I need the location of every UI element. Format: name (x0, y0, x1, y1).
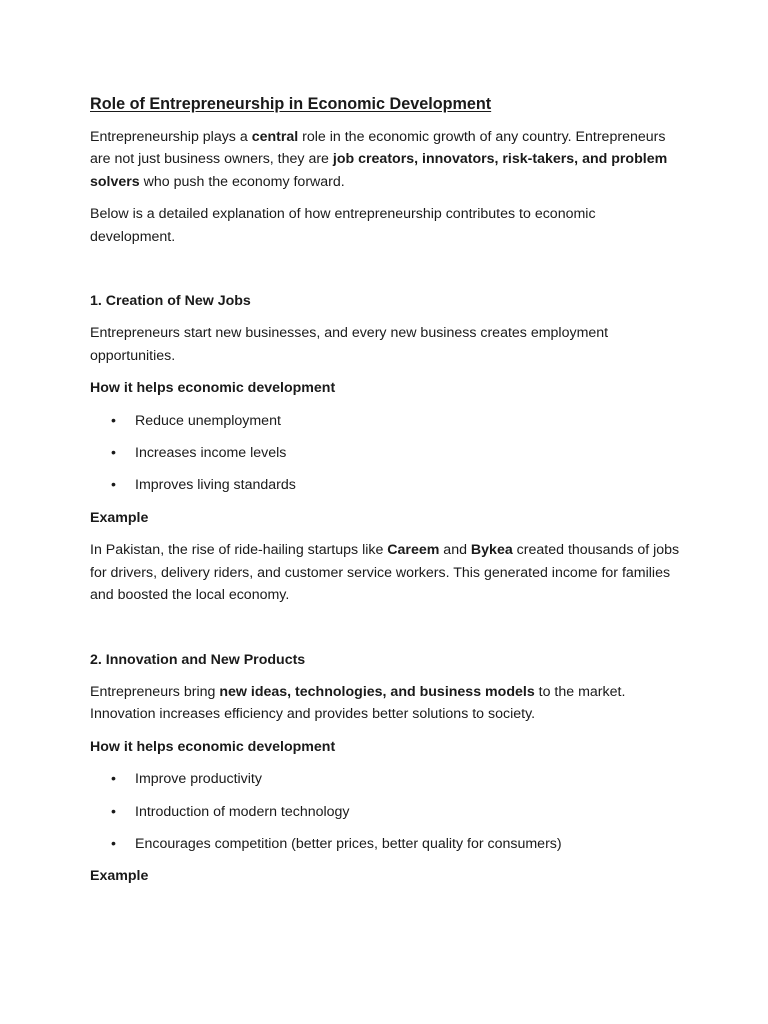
section-1-heading: 1. Creation of New Jobs (90, 293, 251, 310)
section-2-heading: 2. Innovation and New Products (90, 651, 306, 668)
list-item-text: Encourages competition (better prices, better quality for consumers) (135, 835, 562, 852)
list-item (90, 410, 680, 432)
intro-text-3: who push the economy forward. (139, 173, 345, 190)
section-1-example-heading: Example (90, 509, 149, 526)
intro-bold-1: central (251, 129, 299, 145)
bullet-icon: • (111, 445, 116, 462)
list-item (90, 833, 680, 855)
list-item-text: Increases income levels (135, 445, 287, 462)
list-item-text: Introduction of modern technology (135, 803, 350, 820)
section-2-body (90, 681, 680, 726)
list-item (90, 442, 680, 464)
example-text-3: created thousands of jobs for drivers, delivery riders, and customer service workers. This generated income for families and boosted the local economy. (90, 542, 680, 604)
section-2-text-1: Entrepreneurs bring (90, 683, 220, 700)
document-title: Role of Entrepreneurship in Economic Development (90, 95, 492, 113)
document-page (90, 92, 680, 898)
section-2-bullet-list (90, 768, 680, 855)
section-1-body: Entrepreneurs start new businesses, and every new business creates employment opportunities. (90, 325, 609, 364)
section-2-bold-1: new ideas, technologies, and business models (219, 683, 535, 700)
intro-bold-2: job creators, innovators, risk-takers, and problem solvers (90, 151, 668, 190)
intro-paragraph (90, 126, 680, 193)
bullet-icon: • (111, 803, 116, 820)
intro-paragraph-2: Below is a detailed explanation of how entrepreneurship contributes to economic development. (90, 206, 596, 245)
example-bold-1: Careem (387, 542, 440, 559)
intro-text-2: role in the economic growth of any country. Entrepreneurs are not just business owners, they are (90, 129, 666, 168)
section-1-how-heading: How it helps economic development (90, 380, 336, 397)
bullet-icon: • (111, 771, 116, 788)
bullet-icon: • (111, 835, 116, 852)
section-2-example-heading: Example (90, 868, 149, 885)
section-1-example-paragraph (90, 539, 680, 606)
section-2-text-2: to the market. Innovation increases efficiency and provides better solutions to society. (90, 683, 626, 723)
intro-text-1: Entrepreneurship plays a (90, 129, 252, 145)
bullet-icon: • (111, 412, 116, 429)
list-item-text: Reduce unemployment (135, 412, 281, 429)
list-item-text: Improves living standards (135, 477, 296, 494)
section-2-how-heading: How it helps economic development (90, 738, 336, 755)
list-item (90, 768, 680, 790)
list-item (90, 801, 680, 823)
section-1-bullet-list (90, 410, 680, 497)
example-text-1: In Pakistan, the rise of ride-hailing startups like (90, 542, 388, 559)
list-item (90, 474, 680, 496)
list-item-text: Improve productivity (135, 771, 262, 788)
bullet-icon: • (111, 477, 116, 494)
example-text-2: and (439, 542, 471, 559)
example-bold-2: Bykea (470, 542, 513, 559)
